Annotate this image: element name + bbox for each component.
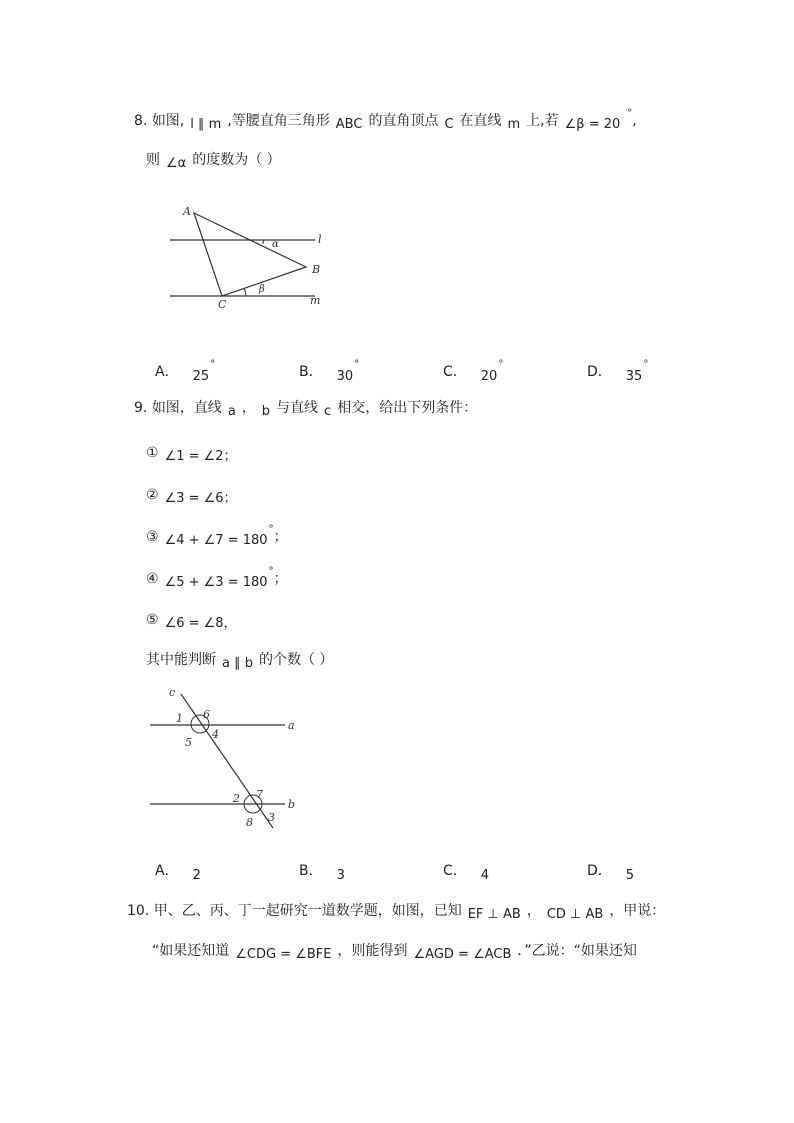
label-4: 4 xyxy=(212,728,219,741)
label-b: b xyxy=(288,798,296,811)
label-2: 2 xyxy=(233,792,240,805)
q8-number: 8. xyxy=(134,113,148,129)
q8-option-d[interactable]: D． 35° xyxy=(587,359,649,384)
q9-condition-4: ④ ∠5 + ∠3 = 180°； xyxy=(146,566,288,590)
label-c: c xyxy=(169,686,176,699)
q9-question: 其中能判断 a ∥ b 的个数（ ） xyxy=(146,652,334,671)
q8-line1: 8. 如图, l ∥ m ,等腰直角三角形 ABC 的直角顶点 C 在直线 m 上,若 ∠β = 20°, xyxy=(134,108,637,132)
q9-figure xyxy=(145,685,310,830)
label-m: m xyxy=(310,294,321,307)
label-5: 5 xyxy=(185,736,192,749)
angle-alpha-arc xyxy=(263,240,264,244)
q9-option-c[interactable]: C． 4 xyxy=(443,863,490,883)
triangle-abc xyxy=(194,213,306,296)
label-beta: β xyxy=(259,284,265,295)
q9-option-b[interactable]: B． 3 xyxy=(299,863,345,883)
q8-option-a[interactable]: A． 25° xyxy=(155,359,216,384)
label-6: 6 xyxy=(203,708,210,721)
q9-condition-3: ③ ∠4 + ∠7 = 180°； xyxy=(146,524,288,548)
label-l: l xyxy=(318,233,322,246)
q9-condition-5: ⑤ ∠6 = ∠8， xyxy=(146,612,237,631)
q8-line2: 则 ∠α 的度数为（ ） xyxy=(146,152,281,171)
q9-option-d[interactable]: D． 5 xyxy=(587,863,635,883)
label-b: B xyxy=(312,263,321,276)
q9-line1: 9. 如图，直线 a ， b 与直线 c 相交，给出下列条件： xyxy=(134,400,478,419)
q8-figure xyxy=(160,200,330,315)
label-alpha: α xyxy=(272,239,279,250)
label-8: 8 xyxy=(246,816,253,829)
label-3: 3 xyxy=(268,811,275,824)
label-c: C xyxy=(218,298,227,311)
q8-option-b[interactable]: B． 30° xyxy=(299,359,360,384)
angle-beta-arc xyxy=(244,288,246,296)
label-7: 7 xyxy=(256,788,263,801)
label-a: A xyxy=(183,205,191,218)
q9-option-a[interactable]: A． 2 xyxy=(155,863,201,883)
label-1: 1 xyxy=(176,712,183,725)
q10-line1: 10. 甲、乙、丙、丁一起研究一道数学题，如图，已知 EF ⊥ AB ， CD ⊥ AB ，甲说： xyxy=(127,903,666,922)
line-c xyxy=(181,694,273,828)
q9-condition-2: ② ∠3 = ∠6； xyxy=(146,487,237,506)
q8-option-c[interactable]: C． 20° xyxy=(443,359,504,384)
q9-number: 9. xyxy=(134,400,148,416)
label-a: a xyxy=(288,719,295,732)
q10-number: 10. xyxy=(127,903,150,919)
q9-condition-1: ① ∠1 = ∠2； xyxy=(146,445,237,464)
q10-line2: “如果还知道 ∠CDG = ∠BFE ，则能得到 ∠AGD = ∠ACB ．”乙说：“如果还知 xyxy=(152,943,637,962)
